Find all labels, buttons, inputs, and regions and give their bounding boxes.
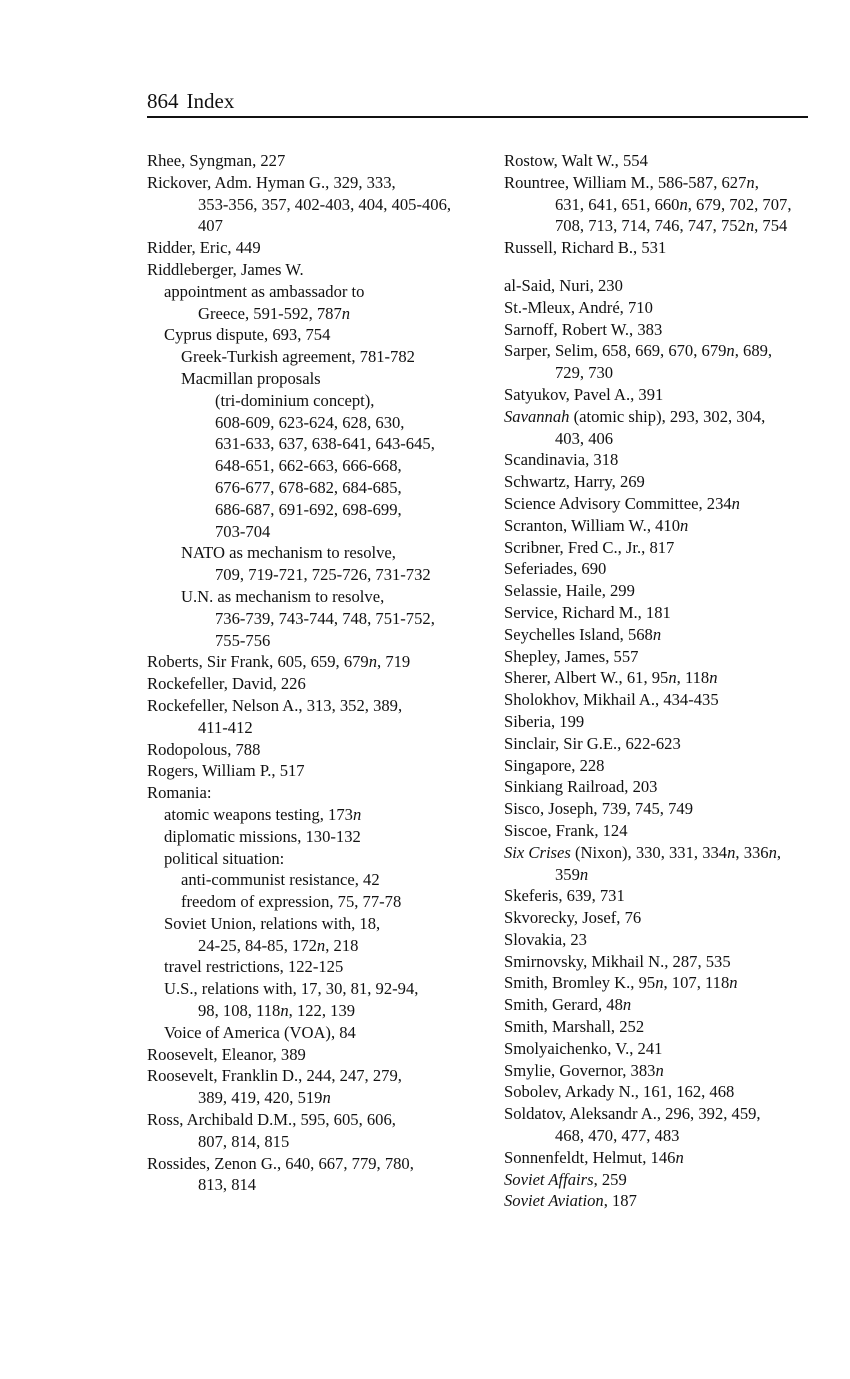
index-entry — [147, 150, 477, 172]
italic-text: n — [746, 172, 755, 192]
index-entry — [504, 1190, 814, 1212]
index-entry-continuation — [504, 428, 814, 450]
entry-text: Riddleberger, James W. — [147, 259, 304, 279]
entry-text: , 679, 702, 707, — [687, 194, 792, 214]
entry-text: diplomatic missions, 130-132 — [164, 826, 361, 846]
entry-text: Skvorecky, Josef, 76 — [504, 908, 642, 928]
entry-text: Shepley, James, 557 — [504, 646, 639, 666]
entry-text: 807, 814, 815 — [198, 1131, 290, 1151]
index-entry — [147, 1109, 477, 1131]
entry-text: 631, 641, 651, 660 — [555, 194, 680, 214]
entry-text: 411-412 — [198, 717, 253, 737]
italic-text: n — [280, 1001, 289, 1021]
entry-text: Ross, Archibald D.M., 595, 605, 606, — [147, 1110, 396, 1130]
entry-text: Smirnovsky, Mikhail N., 287, 535 — [504, 951, 731, 971]
entry-text: Sholokhov, Mikhail A., 434-435 — [504, 690, 719, 710]
entry-text: Sisco, Joseph, 739, 745, 749 — [504, 799, 693, 819]
index-entry — [504, 624, 814, 646]
entry-text: political situation: — [164, 848, 285, 868]
index-entry-continuation — [504, 362, 814, 384]
entry-text: , 719 — [377, 652, 411, 672]
page-number: 864 — [147, 89, 179, 113]
entry-text: Siscoe, Frank, 124 — [504, 820, 628, 840]
entry-text: Rockefeller, David, 226 — [147, 674, 306, 694]
entry-text: Sonnenfeldt, Helmut, 146 — [504, 1147, 676, 1167]
italic-text: n — [731, 493, 740, 513]
entry-text: Roberts, Sir Frank, 605, 659, 679 — [147, 652, 369, 672]
entry-text: Scribner, Fred C., Jr., 817 — [504, 537, 675, 557]
index-entry-continuation — [147, 412, 477, 434]
index-entry — [504, 1103, 814, 1125]
index-entry-continuation — [147, 586, 477, 608]
index-entry — [504, 537, 814, 559]
index-entry — [504, 406, 814, 428]
index-entry-continuation — [147, 542, 477, 564]
index-entry — [504, 711, 814, 733]
index-entry-continuation — [147, 1022, 477, 1044]
entry-text: 703-704 — [215, 521, 271, 541]
index-entry — [147, 172, 477, 194]
index-entry-continuation — [147, 1087, 477, 1109]
header-rule — [147, 116, 808, 118]
index-entry — [504, 951, 814, 973]
entry-text: , 187 — [603, 1191, 637, 1211]
index-entry — [504, 1016, 814, 1038]
entry-text: Cyprus dispute, 693, 754 — [164, 325, 331, 345]
index-entry — [504, 776, 814, 798]
italic-text: n — [680, 515, 689, 535]
entry-text: , 259 — [593, 1169, 627, 1189]
entry-text: Rostow, Walt W., 554 — [504, 151, 648, 170]
entry-text: , 218 — [325, 935, 359, 955]
italic-text: n — [316, 935, 326, 955]
index-entry-continuation — [147, 913, 477, 935]
index-entry-continuation — [147, 717, 477, 739]
italic-text: n — [679, 194, 688, 214]
entry-text: 468, 470, 477, 483 — [555, 1126, 680, 1146]
entry-text: Selassie, Haile, 299 — [504, 581, 635, 601]
entry-text: Roosevelt, Franklin D., 244, 247, 279, — [147, 1066, 402, 1086]
entry-text: Rhee, Syngman, 227 — [147, 151, 286, 170]
entry-text: Seferiades, 690 — [504, 559, 607, 579]
entry-text: freedom of expression, 75, 77-78 — [181, 892, 402, 912]
index-entry — [504, 384, 814, 406]
entry-text: , — [776, 842, 782, 862]
italic-text: n — [745, 216, 755, 236]
entry-text: Siberia, 199 — [504, 711, 585, 731]
entry-text: 359 — [555, 864, 580, 884]
entry-text: 353-356, 357, 402-403, 404, 405-406, — [198, 194, 452, 214]
entry-text: Scranton, William W., 410 — [504, 515, 681, 535]
entry-text: Rossides, Zenon G., 640, 667, 779, 780, — [147, 1153, 414, 1173]
index-entry-continuation — [147, 630, 477, 652]
italic-text: Soviet Aviation — [504, 1191, 604, 1211]
index-entry-continuation — [147, 433, 477, 455]
index-entry-continuation — [147, 869, 477, 891]
italic-text: n — [322, 1088, 331, 1108]
index-entry — [147, 651, 477, 673]
entry-text: 648-651, 662-663, 666-668, — [215, 456, 402, 476]
entry-text: Sherer, Albert W., 61, 95 — [504, 668, 669, 688]
entry-text: Seychelles Island, 568 — [504, 624, 653, 644]
entry-text: appointment as ambassador to — [164, 281, 365, 301]
entry-text: Scandinavia, 318 — [504, 450, 619, 470]
italic-text: Soviet Affairs — [504, 1169, 594, 1189]
index-entry — [504, 237, 814, 259]
index-entry-continuation — [147, 1000, 477, 1022]
index-entry — [504, 515, 814, 537]
index-entry — [504, 646, 814, 668]
index-entry-continuation — [147, 1131, 477, 1153]
entry-text: Sarper, Selim, 658, 669, 670, 679 — [504, 341, 727, 361]
italic-text: n — [655, 973, 664, 993]
entry-text: Rodopolous, 788 — [147, 739, 261, 759]
index-entry — [504, 798, 814, 820]
index-entry-continuation — [504, 1125, 814, 1147]
index-entry — [147, 673, 477, 695]
entry-text: 709, 719-721, 725-726, 731-732 — [215, 565, 431, 585]
italic-text: n — [368, 652, 378, 672]
entry-text: Service, Richard M., 181 — [504, 602, 671, 622]
entry-text: Greece, 591-592, 787 — [198, 303, 342, 323]
index-entry-continuation — [147, 608, 477, 630]
entry-text: 708, 713, 714, 746, 747, 752 — [555, 216, 746, 236]
entry-text: (tri-dominium concept), — [215, 390, 375, 410]
index-entry — [504, 1038, 814, 1060]
entry-text: 631-633, 637, 638-641, 643-645, — [215, 434, 435, 454]
entry-text: Greek-Turkish agreement, 781-782 — [181, 347, 415, 367]
entry-text: Rogers, William P., 517 — [147, 761, 305, 781]
index-entry-continuation — [147, 477, 477, 499]
index-entry-continuation — [147, 826, 477, 848]
entry-text: Sinkiang Railroad, 203 — [504, 777, 658, 797]
index-entry — [504, 689, 814, 711]
index-entry — [504, 340, 814, 362]
page-header — [147, 88, 808, 114]
entry-text: atomic weapons testing, 173 — [164, 804, 353, 824]
entry-text: Smylie, Governor, 383 — [504, 1060, 656, 1080]
page-title: Index — [186, 89, 235, 113]
index-entry — [504, 972, 814, 994]
entry-text: 608-609, 623-624, 628, 630, — [215, 412, 405, 432]
entry-text: , 689, — [734, 341, 773, 361]
index-entry-continuation — [147, 1174, 477, 1196]
italic-text: Six Crises — [504, 842, 571, 862]
index-entry-continuation — [147, 891, 477, 913]
italic-text: n — [655, 1060, 664, 1080]
index-entry — [504, 493, 814, 515]
index-entry — [504, 1169, 814, 1191]
index-entry — [147, 1153, 477, 1175]
italic-text: n — [352, 804, 362, 824]
index-entry-continuation — [147, 346, 477, 368]
index-entry — [504, 929, 814, 951]
index-entry-continuation — [147, 390, 477, 412]
index-entry-continuation — [147, 324, 477, 346]
entry-text: St.-Mleux, André, 710 — [504, 297, 653, 317]
entry-text: Soldatov, Aleksandr A., 296, 392, 459, — [504, 1104, 761, 1124]
entry-text: Sarnoff, Robert W., 383 — [504, 319, 663, 339]
index-entry — [504, 172, 814, 194]
index-entry — [504, 1081, 814, 1103]
italic-text: n — [579, 864, 589, 884]
entry-text: Sinclair, Sir G.E., 622-623 — [504, 733, 681, 753]
index-entry-continuation — [147, 848, 477, 870]
index-entry-continuation — [147, 499, 477, 521]
entry-text: Rockefeller, Nelson A., 313, 352, 389, — [147, 695, 403, 715]
index-entry — [147, 1065, 477, 1087]
entry-text: U.S., relations with, 17, 30, 81, 92-94, — [164, 979, 419, 999]
entry-text: Russell, Richard B., 531 — [504, 238, 667, 258]
index-entry-continuation — [147, 281, 477, 303]
index-entry-continuation — [147, 564, 477, 586]
italic-text: Savannah — [504, 406, 570, 426]
index-entry-continuation — [147, 521, 477, 543]
index-entry-continuation — [147, 368, 477, 390]
entry-text: U.N. as mechanism to resolve, — [181, 586, 385, 606]
italic-text: n — [622, 995, 632, 1015]
entry-text: Slovakia, 23 — [504, 929, 587, 949]
index-entry-continuation — [147, 956, 477, 978]
entry-text: Singapore, 228 — [504, 755, 605, 775]
entry-text: Sobolev, Arkady N., 161, 162, 468 — [504, 1082, 735, 1102]
entry-text: , 122, 139 — [288, 1001, 356, 1021]
italic-text: n — [727, 842, 736, 862]
italic-text: n — [768, 842, 777, 862]
entry-text: 98, 108, 118 — [198, 1001, 281, 1021]
entry-text: Smith, Gerard, 48 — [504, 995, 623, 1015]
index-entry — [504, 602, 814, 624]
index-entry — [147, 259, 477, 281]
index-entry-continuation — [147, 978, 477, 1000]
entry-text: , 107, 118 — [663, 973, 730, 993]
entry-text: 736-739, 743-744, 748, 751-752, — [215, 608, 435, 628]
index-column-right — [504, 150, 814, 1212]
index-entry — [504, 150, 814, 172]
index-entry — [147, 782, 477, 804]
entry-text: , — [754, 172, 759, 192]
italic-text: n — [729, 973, 738, 993]
italic-text: n — [709, 668, 718, 688]
index-entry-continuation — [147, 303, 477, 325]
index-entry — [504, 558, 814, 580]
italic-text: n — [675, 1147, 684, 1167]
index-entry-continuation — [504, 194, 814, 216]
italic-text: n — [726, 341, 735, 361]
index-entry — [504, 471, 814, 493]
index-entry — [504, 994, 814, 1016]
entry-text: Romania: — [147, 783, 212, 803]
entry-text: (Nixon), 330, 331, 334 — [570, 842, 728, 862]
entry-text: anti-communist resistance, 42 — [181, 870, 380, 890]
entry-text: 755-756 — [215, 630, 271, 650]
index-entry — [504, 755, 814, 777]
entry-text: Science Advisory Committee, 234 — [504, 493, 732, 513]
entry-text: 389, 419, 420, 519 — [198, 1088, 323, 1108]
italic-text: n — [341, 303, 351, 323]
entry-text: Schwartz, Harry, 269 — [504, 472, 645, 492]
entry-text: Ridder, Eric, 449 — [147, 238, 261, 258]
entry-text: travel restrictions, 122-125 — [164, 957, 344, 977]
index-entry — [504, 820, 814, 842]
index-entry-continuation — [147, 455, 477, 477]
entry-text: NATO as mechanism to resolve, — [181, 543, 396, 563]
entry-text: Voice of America (VOA), 84 — [164, 1022, 356, 1042]
entry-text: Smolyaichenko, V., 241 — [504, 1038, 663, 1058]
index-entry — [504, 580, 814, 602]
index-entry — [504, 885, 814, 907]
index-entry — [504, 667, 814, 689]
index-entry-continuation — [147, 215, 477, 237]
index-entry — [504, 275, 814, 297]
entry-text: 24-25, 84-85, 172 — [198, 935, 317, 955]
entry-text: Rickover, Adm. Hyman G., 329, 333, — [147, 172, 396, 192]
entry-text: 813, 814 — [198, 1175, 257, 1195]
italic-text: n — [668, 668, 677, 688]
entry-text: Soviet Union, relations with, 18, — [164, 913, 381, 933]
entry-text: Skeferis, 639, 731 — [504, 886, 625, 906]
entry-text: , 336 — [735, 842, 769, 862]
entry-text: 407 — [198, 216, 223, 236]
index-entry — [504, 319, 814, 341]
index-entry — [504, 297, 814, 319]
index-column-left — [147, 150, 477, 1196]
index-entry — [504, 842, 814, 864]
entry-text: Smith, Bromley K., 95 — [504, 973, 656, 993]
entry-text: Satyukov, Pavel A., 391 — [504, 384, 664, 404]
entry-text: Macmillan proposals — [181, 368, 321, 388]
entry-text: al-Said, Nuri, 230 — [504, 275, 623, 295]
section-gap — [504, 259, 814, 275]
entry-text: Rountree, William M., 586-587, 627 — [504, 172, 747, 192]
index-entry-continuation — [147, 804, 477, 826]
index-entry-continuation — [504, 864, 814, 886]
entry-text: (atomic ship), 293, 302, 304, — [569, 406, 766, 426]
index-entry — [504, 733, 814, 755]
entry-text: 729, 730 — [555, 363, 614, 383]
index-entry — [504, 1147, 814, 1169]
entry-text: , 118 — [676, 668, 710, 688]
entry-text: , 754 — [754, 216, 788, 236]
entry-text: 686-687, 691-692, 698-699, — [215, 499, 402, 519]
index-entry-continuation — [147, 935, 477, 957]
index-entry-continuation — [147, 194, 477, 216]
index-entry — [504, 907, 814, 929]
italic-text: n — [652, 624, 662, 644]
index-entry — [147, 760, 477, 782]
entry-text: 676-677, 678-682, 684-685, — [215, 477, 402, 497]
entry-text: Roosevelt, Eleanor, 389 — [147, 1044, 306, 1064]
index-entry — [147, 1044, 477, 1066]
index-entry — [147, 695, 477, 717]
entry-text: 403, 406 — [555, 428, 614, 448]
index-entry — [147, 237, 477, 259]
index-entry — [504, 449, 814, 471]
entry-text: Smith, Marshall, 252 — [504, 1017, 645, 1037]
index-entry-continuation — [504, 215, 814, 237]
index-entry — [504, 1060, 814, 1082]
index-entry — [147, 739, 477, 761]
